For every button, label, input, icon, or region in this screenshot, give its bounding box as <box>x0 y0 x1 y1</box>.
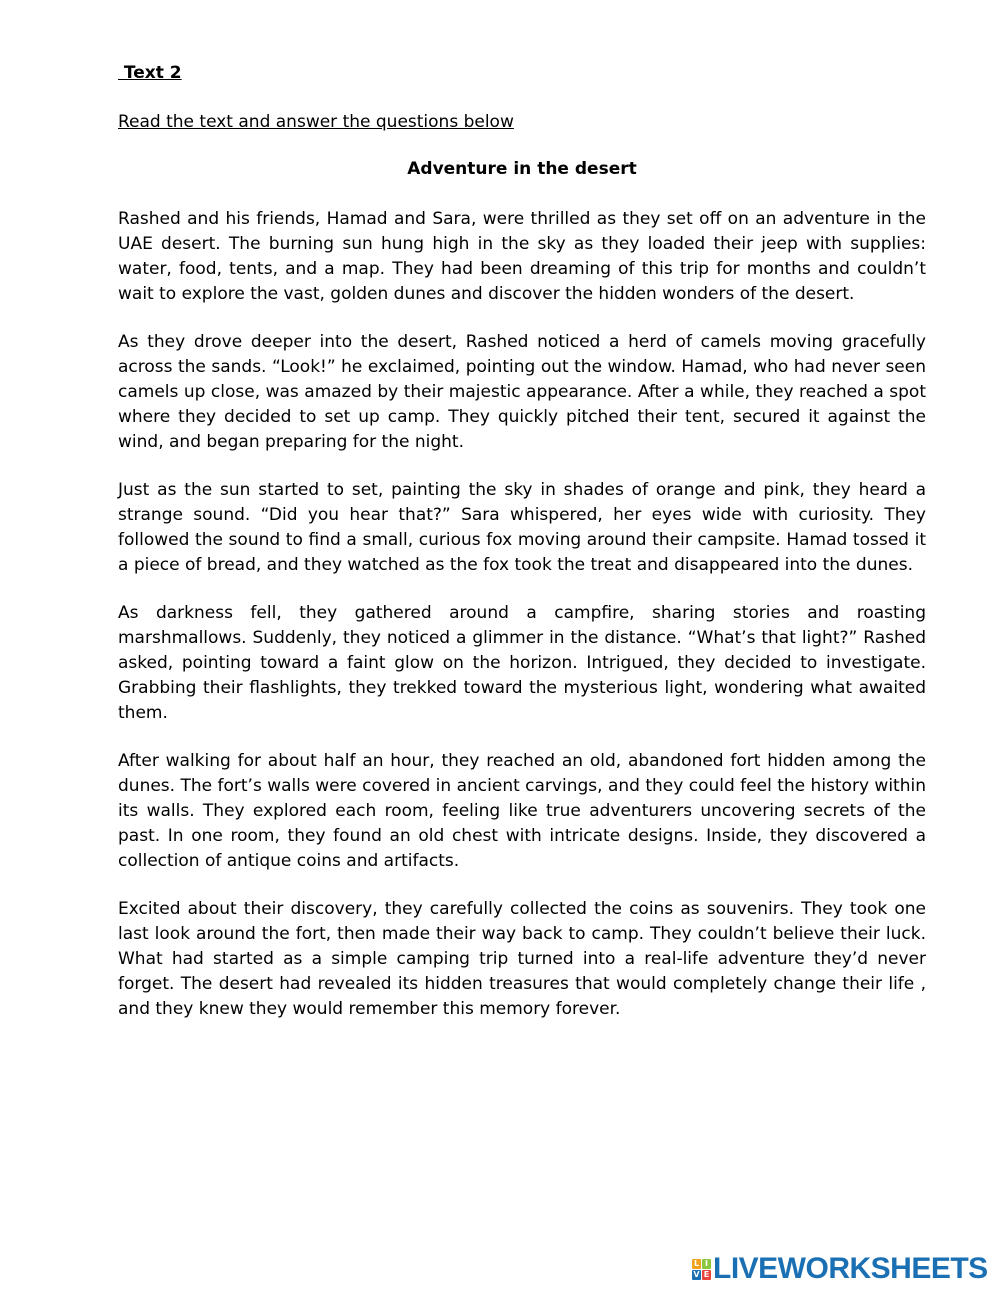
instruction-text: Read the text and answer the questions below <box>118 112 514 132</box>
paragraph: Rashed and his friends, Hamad and Sara, were thrilled as they set off on an adventure in the UAE desert. The burning sun hung high in the sky as they loaded their jeep with supplies: water, food, tents, and a map. They had been dreaming of this trip for months and couldn’t wait to explore the vast, golden dunes and discover the hidden wonders of the desert. <box>118 209 926 304</box>
logo-mark-tile: I <box>702 1259 711 1269</box>
liveworksheets-logo[interactable] <box>692 1254 988 1284</box>
story-body <box>118 207 926 1045</box>
paragraph: Excited about their discovery, they carefully collected the coins as souvenirs. They took one last look around the fort, then made their way back to camp. They couldn’t believe their luck. What had started as a simple camping trip turned into a real-life adventure they’d never forget. The desert had revealed its hidden treasures that would completely change their life , and they knew they would remember this memory forever. <box>118 899 926 1019</box>
logo-mark-tile: E <box>703 1269 710 1279</box>
logo-mark-tile: V <box>693 1269 700 1279</box>
paragraph: As they drove deeper into the desert, Rashed noticed a herd of camels moving gracefully across the sands. “Look!” he exclaimed, pointing out the window. Hamad, who had never seen camels up close, was amazed by their majestic appearance. After a while, they reached a spot where they decided to set up camp. They quickly pitched their tent, secured it against the wind, and began preparing for the night. <box>118 332 926 452</box>
section-heading: Text 2 <box>118 63 182 83</box>
logo-mark-icon <box>692 1259 711 1280</box>
logo-text: LIVEWORKSHEETS <box>713 1252 988 1285</box>
story-title: Adventure in the desert <box>407 159 637 179</box>
paragraph: As darkness fell, they gathered around a campfire, sharing stories and roasting marshmallows. Suddenly, they noticed a glimmer in the distance. “What’s that light?” Rashed asked, pointing toward a faint glow on the horizon. Intrigued, they decided to investigate. Grabbing their flashlights, they trekked toward the mysterious light, wondering what awaited them. <box>118 603 926 723</box>
paragraph: Just as the sun started to set, painting the sky in shades of orange and pink, they heard a strange sound. “Did you hear that?” Sara whispered, her eyes wide with curiosity. They followed the sound to find a small, curious fox moving around their campsite. Hamad tossed it a piece of bread, and they watched as the fox took the treat and disappeared into the dunes. <box>118 480 926 575</box>
paragraph: After walking for about half an hour, they reached an old, abandoned fort hidden among the dunes. The fort’s walls were covered in ancient carvings, and they could feel the history within its walls. They explored each room, feeling like true adventurers uncovering secrets of the past. In one room, they found an old chest with intricate designs. Inside, they discovered a collection of antique coins and artifacts. <box>118 751 926 871</box>
logo-mark-tile: L <box>693 1258 700 1268</box>
